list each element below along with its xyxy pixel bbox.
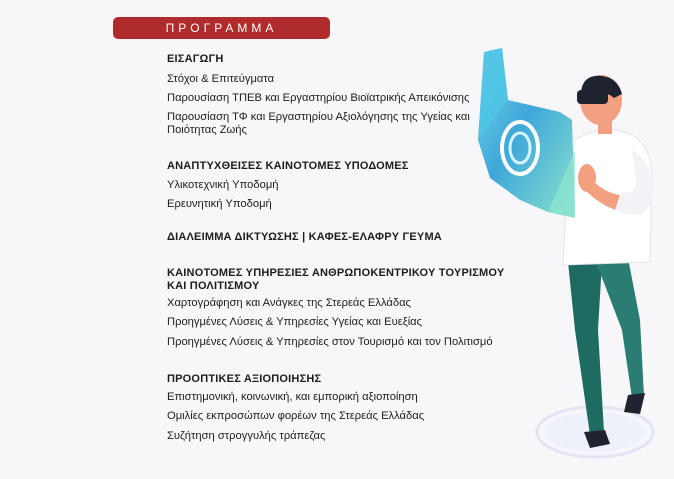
section-title: ΑΝΑΠΤΥΧΘΕΙΣΕΣ ΚΑΙΝΟΤΟΜΕΣ ΥΠΟΔΟΜΕΣ (167, 160, 409, 172)
item-title: Συζήτηση στρογγυλής τράπεζας (167, 430, 326, 442)
item-title: Χαρτογράφηση και Ανάγκες της Στερεάς Ελλάδας (167, 297, 411, 309)
leg-right (596, 258, 644, 398)
section-title: ΕΙΣΑΓΩΓΗ (167, 53, 224, 65)
item-title: Στόχοι & Επιτεύγματα (167, 73, 275, 85)
shoe-right (624, 393, 645, 414)
hand (578, 164, 596, 192)
program-banner (113, 17, 330, 39)
item-title: Υλικοτεχνική Υποδομή (167, 179, 279, 191)
program-title: ΠΡΟΓΡΑΜΜΑ (165, 21, 278, 35)
item-title: Παρουσίαση ΤΦ και Εργαστηρίου Αξιολόγησης της Υγείας και Ποιότητας Ζωής (167, 111, 470, 136)
item-title: Προηγμένες Λύσεις & Υπηρεσίες στον Τουρισμό και τον Πολιτισμό (167, 336, 493, 348)
section-title: ΠΡΟΟΠΤΙΚΕΣ ΑΞΙΟΠΟΙΗΣΗΣ (167, 373, 322, 385)
vr-person-illustration (470, 45, 674, 479)
item-title: Προηγμένες Λύσεις & Υπηρεσίες Υγείας και Ευεξίας (167, 316, 423, 328)
item-title: Ερευνητική Υποδομή (167, 198, 272, 210)
item-title: Επιστημονική, κοινωνική, και εμπορική αξιοποίηση (167, 391, 418, 403)
section-title: ΚΑΙΝΟΤΟΜΕΣ ΥΠΗΡΕΣΙΕΣ ΑΝΘΡΩΠΟΚΕΝΤΡΙΚΟΥ ΤΟΥΡΙΣΜΟΥ ΚΑΙ ΠΟΛΙΤΙΣΜΟΥ (167, 267, 505, 292)
section-title: ΔΙΑΛΕΙΜΜΑ ΔΙΚΤΥΩΣΗΣ | ΚΑΦΕΣ-ΕΛΑΦΡΥ ΓΕΥΜΑ (167, 231, 442, 243)
item-title: Ομιλίες εκπροσώπων φορέων της Στερεάς Ελλάδας (167, 410, 425, 422)
vr-headset (577, 90, 608, 104)
item-title: Παρουσίαση ΤΠΕΒ και Εργαστηρίου Βιοϊατρικής Απεικόνισης (167, 92, 470, 104)
